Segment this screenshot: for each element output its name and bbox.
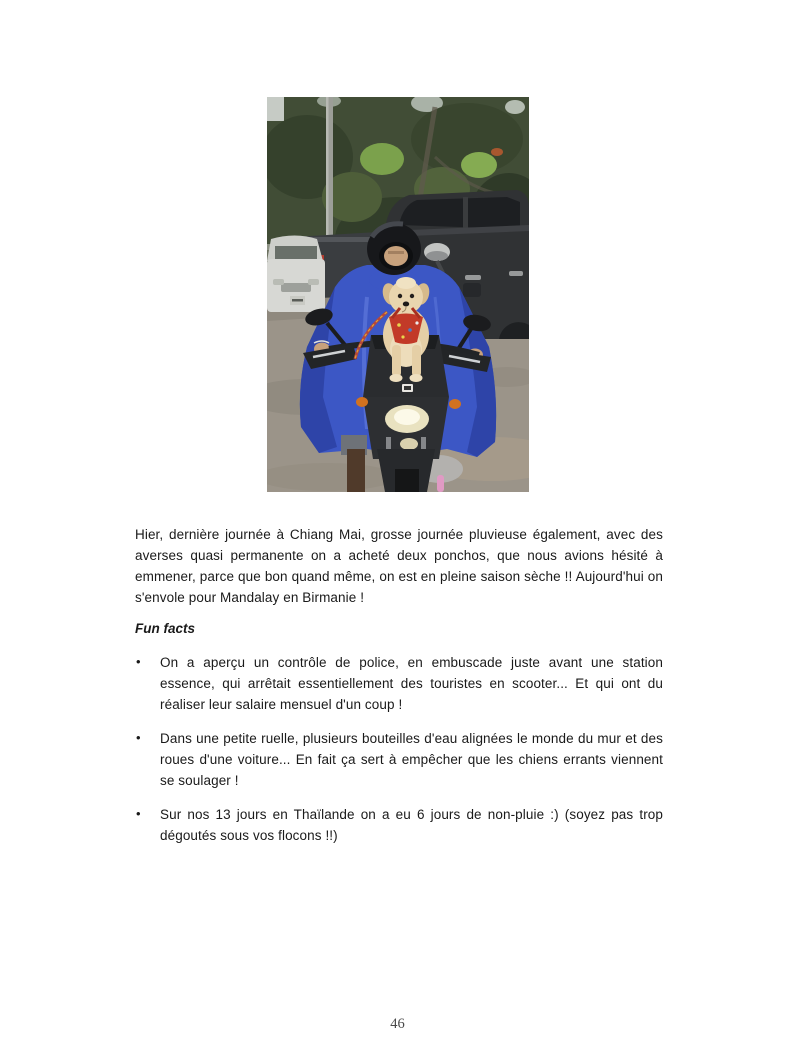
bullet-text: Dans une petite ruelle, plusieurs bouteilles d'eau alignées le monde du mur et des roues d'une voiture... En fait ça sert à empêcher que les chiens errants viennent se soulager ! [160,731,663,788]
list-item [135,804,663,846]
fun-facts-heading: Fun facts [135,621,196,636]
list-item [135,728,663,791]
bullet-text: Sur nos 13 jours en Thaïlande on a eu 6 jours de non-pluie :) (soyez pas trop dégoutés sous vos flocons !!) [160,807,663,843]
right-indicator [449,399,461,409]
face [384,246,408,266]
photo-motorcyclist-with-dog [267,97,529,492]
white-car [267,236,325,313]
list-item [135,652,663,715]
pink-object [437,475,444,492]
photo-illustration [267,97,529,492]
left-indicator [356,397,368,407]
page-number: 46 [390,1016,405,1032]
bullet-text: On a aperçu un contrôle de police, en embuscade juste avant une station essence, qui arrêtait essentiellement des touristes en scooter... Et qui ont du réaliser leur salaire mensuel d'un coup ! [160,655,663,712]
text-content [135,524,663,859]
bullet-marker: • [136,730,141,745]
bullet-marker: • [136,654,141,669]
front-tire [395,469,419,492]
bullet-marker: • [136,806,141,821]
fun-facts-list [135,652,663,846]
intro-paragraph: Hier, dernière journée à Chiang Mai, grosse journée pluvieuse également, avec des averses quasi permanente on a acheté deux ponchos, que nous avions hésité à emmener, parce que bon quand même, on est en pleine saison sèche !! Aujourd'hui on s'envole pour Mandalay en Birmanie ! [135,527,663,605]
headlight [394,409,420,425]
leg [347,449,365,492]
